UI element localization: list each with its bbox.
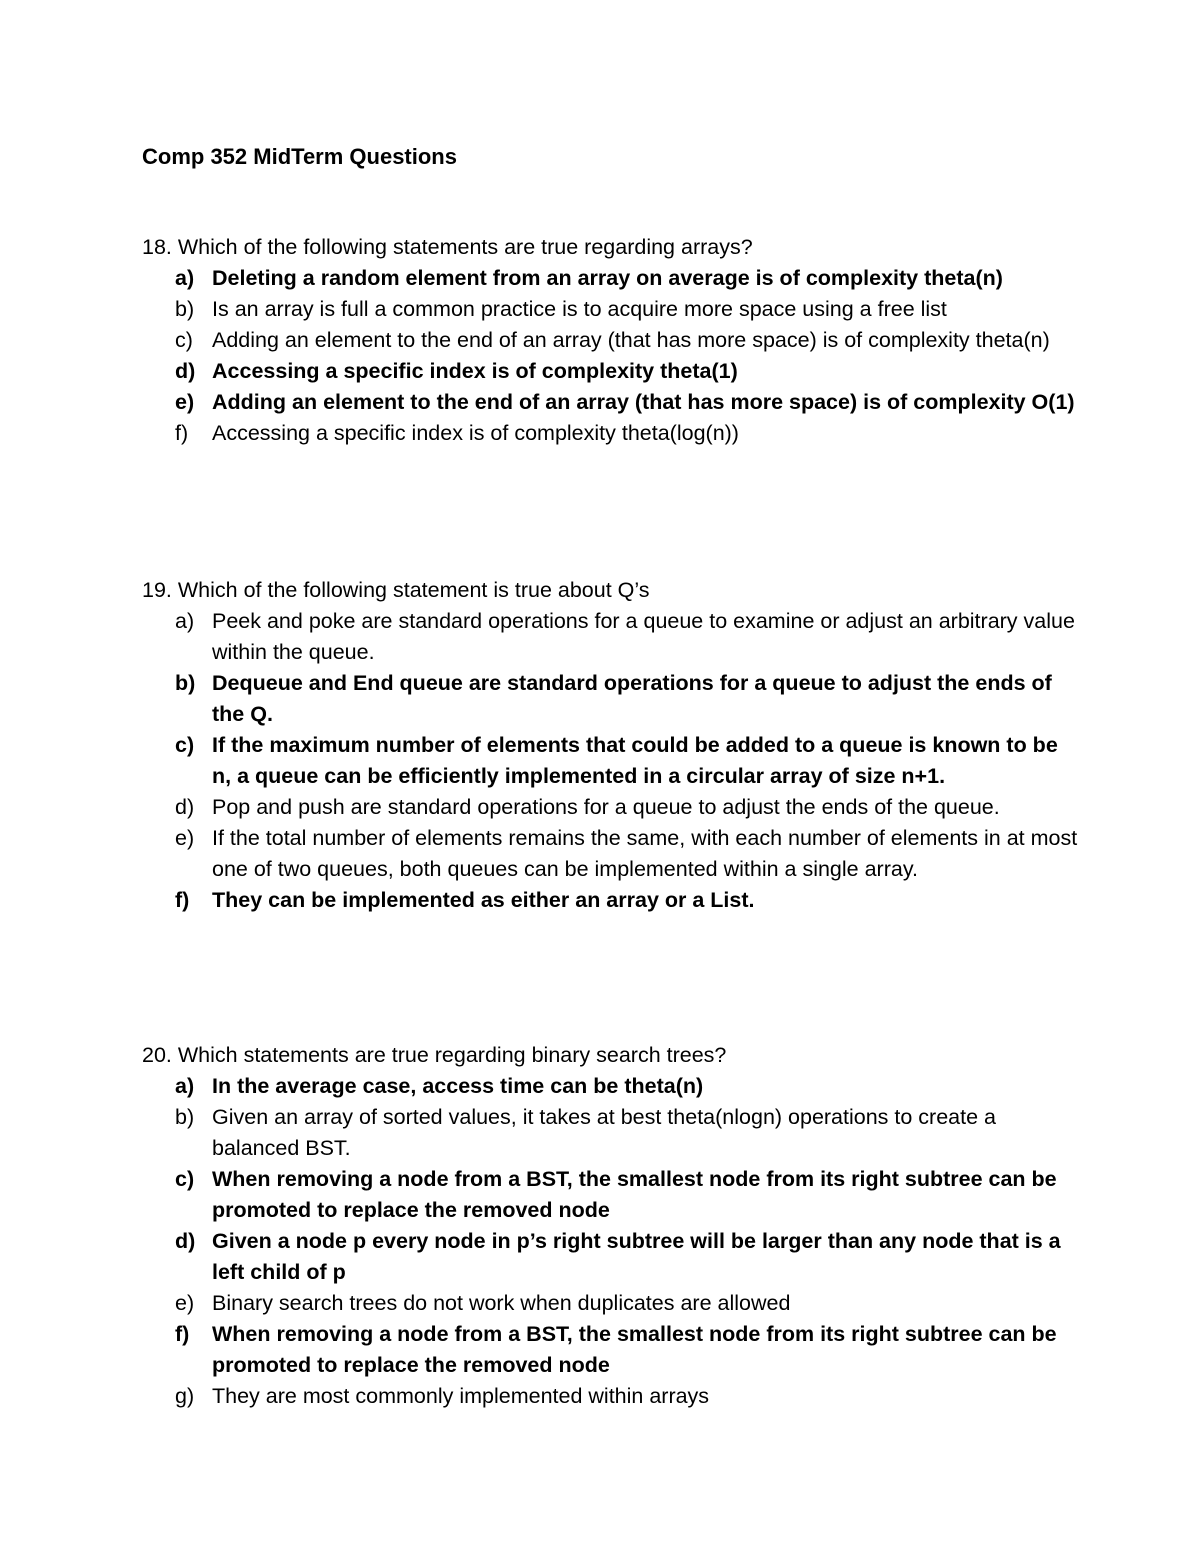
option-list	[142, 263, 1082, 449]
question-19	[142, 575, 1082, 916]
question-18	[142, 232, 1082, 449]
option-item	[142, 1071, 1082, 1102]
option-item	[142, 325, 1082, 356]
option-text: Accessing a specific index is of complexity theta(log(n))	[212, 421, 739, 445]
option-letter: b)	[175, 297, 195, 321]
option-item	[142, 263, 1082, 294]
option-letter: f)	[175, 888, 190, 912]
option-item	[142, 823, 1082, 885]
document-title: Comp 352 MidTerm Questions	[142, 144, 457, 169]
option-item	[142, 356, 1082, 387]
option-text: They can be implemented as either an array or a List.	[212, 888, 755, 912]
option-list	[142, 1071, 1082, 1412]
option-letter: c)	[175, 1167, 195, 1191]
option-letter: e)	[175, 390, 195, 414]
option-text: Adding an element to the end of an array (that has more space) is of complexity theta(n)	[212, 328, 1050, 352]
option-letter: d)	[175, 1229, 196, 1253]
option-text: If the total number of elements remains the same, with each number of elements in at most one of two queues, both queues can be implemented within a single array.	[212, 826, 1078, 881]
option-letter: b)	[175, 671, 196, 695]
option-item	[142, 1226, 1082, 1288]
option-item	[142, 418, 1082, 449]
option-letter: f)	[175, 421, 189, 445]
option-text: They are most commonly implemented within arrays	[212, 1384, 710, 1408]
option-text: Given a node p every node in p’s right subtree will be larger than any node that is a left child of p	[212, 1229, 1061, 1284]
question-stem: 20. Which statements are true regarding binary search trees?	[142, 1043, 727, 1067]
option-letter: g)	[175, 1384, 195, 1408]
option-text: Adding an element to the end of an array (that has more space) is of complexity O(1)	[212, 390, 1075, 414]
option-text: Accessing a specific index is of complexity theta(1)	[212, 359, 738, 383]
option-letter: b)	[175, 1105, 195, 1129]
option-text: Dequeue and End queue are standard operations for a queue to adjust the ends of the Q.	[212, 671, 1052, 726]
option-item	[142, 730, 1082, 792]
option-item	[142, 1102, 1082, 1164]
option-letter: f)	[175, 1322, 190, 1346]
question-stem: 18. Which of the following statements are true regarding arrays?	[142, 235, 753, 259]
option-letter: c)	[175, 328, 193, 352]
option-item	[142, 1164, 1082, 1226]
option-item	[142, 606, 1082, 668]
option-letter: a)	[175, 1074, 195, 1098]
question-20	[142, 1040, 1082, 1412]
option-text: Pop and push are standard operations for a queue to adjust the ends of the queue.	[212, 795, 1000, 819]
option-text: In the average case, access time can be theta(n)	[212, 1074, 704, 1098]
option-text: When removing a node from a BST, the smallest node from its right subtree can be promoted to replace the removed node	[212, 1322, 1057, 1377]
option-text: Binary search trees do not work when duplicates are allowed	[212, 1291, 791, 1315]
option-item	[142, 387, 1082, 418]
option-letter: e)	[175, 1291, 195, 1315]
option-text: Is an array is full a common practice is to acquire more space using a free list	[212, 297, 947, 321]
option-text: When removing a node from a BST, the smallest node from its right subtree can be promoted to replace the removed node	[212, 1167, 1057, 1222]
option-text: Deleting a random element from an array on average is of complexity theta(n)	[212, 266, 1003, 290]
option-text: Given an array of sorted values, it takes at best theta(nlogn) operations to create a balanced BST.	[212, 1105, 996, 1160]
option-item	[142, 1288, 1082, 1319]
option-text: Peek and poke are standard operations for a queue to examine or adjust an arbitrary value within the queue.	[212, 609, 1075, 664]
option-letter: a)	[175, 266, 195, 290]
option-letter: a)	[175, 609, 195, 633]
option-item	[142, 1381, 1082, 1412]
option-item	[142, 294, 1082, 325]
option-list	[142, 606, 1082, 916]
option-letter: e)	[175, 826, 195, 850]
option-letter: d)	[175, 795, 195, 819]
option-item	[142, 885, 1082, 916]
option-text: If the maximum number of elements that could be added to a queue is known to be n, a queue can be efficiently implemented in a circular array of size n+1.	[212, 733, 1058, 788]
option-letter: d)	[175, 359, 196, 383]
option-item	[142, 1319, 1082, 1381]
question-stem: 19. Which of the following statement is true about Q’s	[142, 578, 650, 602]
option-letter: c)	[175, 733, 195, 757]
option-item	[142, 668, 1082, 730]
option-item	[142, 792, 1082, 823]
